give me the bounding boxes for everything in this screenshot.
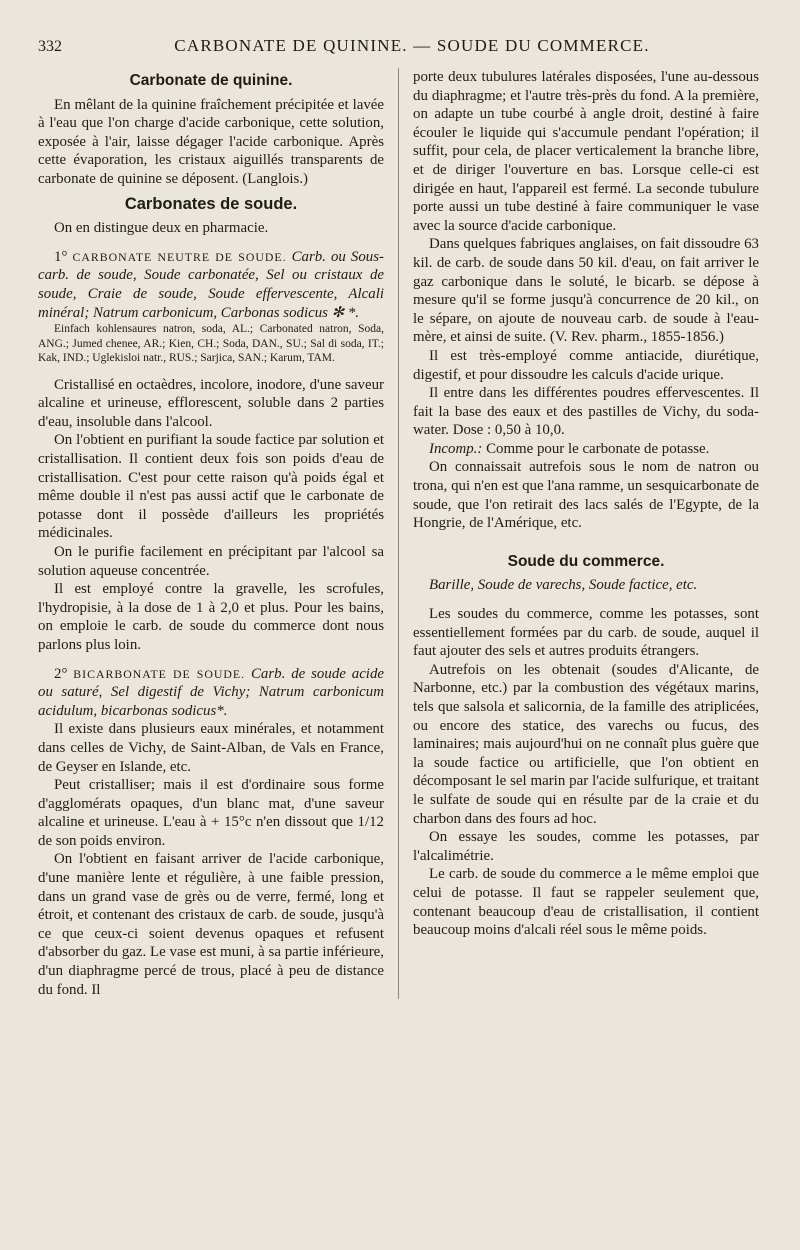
synonyms-line (413, 576, 759, 595)
paragraph: On l'obtient en purifiant la soude factice par solution et cristallisation. Il contient deux fois son poids d'eau de cristallisation. C'est pour cette raison qu'à poids égal et même double il n'est pas aussi actif que le carbonate de potasse dont il possède d'ailleurs les propriétés médicinales. (38, 432, 384, 542)
two-column-body (38, 68, 762, 999)
spacer (38, 366, 384, 376)
page-number: 332 (38, 38, 62, 55)
entry-title: BICARBONATE DE SOUDE. (73, 666, 246, 681)
label-incomp: Incomp.: (429, 440, 483, 457)
foreign-synonyms: Einfach kohlensaures natron, soda, AL.; Carbonated natron, Soda, ANG.; Jumed chenee, AR.; Kien, CH.; Soda, DAN., SU.; Sal di soda, IT.; Kak, IND.; Uglekisloi natr., RUS.; Sarjica, SAN.; Karum, TAM. (38, 323, 384, 365)
paragraph-incompatibles (413, 440, 759, 459)
paragraph: Le carb. de soude du commerce a le même emploi que celui de potasse. Il faut se rappeler seulement que, contenant beaucoup d'eau de cristallisation, il contient beaucoup moins d'alcali réel sous le même poids. (413, 866, 759, 939)
running-title: CARBONATE DE QUININE. — SOUDE DU COMMERCE. (174, 36, 650, 55)
heading-carbonates-soude: Carbonates de soude. (124, 194, 298, 213)
spacer (38, 238, 384, 248)
paragraph: Il entre dans les différentes poudres effervescentes. Il fait la base des eaux et des pastilles de Vichy, du soda-water. Dose : 0,50 à 10,0. (413, 385, 759, 439)
paragraph: On connaissait autrefois sous le nom de natron ou trona, qui n'en est que l'ana ramme, un sesquicarbonate de soude, que l'on retirait des lacs salés de l'Egypte, de la Hongrie, de l'Amérique, etc. (413, 459, 759, 532)
paragraph: Autrefois on les obtenait (soudes d'Alicante, de Narbonne, etc.) par la combustion des végétaux marins, tels que salsola et salicornia, de la famille des atriplicées, ou encore des statice, des varechs ou fucus, des laminaires; mais aujourd'hui on ne connaît plus guère que la soude factice ou artificielle, que l'on obtient en décomposant le sel marin par l'acide sulfurique, et traitant le sulfate de soude qui en résulte par de la craie et du charbon dans des fours ad hoc. (413, 661, 759, 827)
paragraph: porte deux tubulures latérales disposées, l'une au-dessous du diaphragme; et l'autre très-près du fond. A la première, on adapte un tube courbé à angle droit, destiné à faire écouler le liquide qui s'accumule pendant l'opération; il suffit, pour cela, de placer verticalement la branche libre, et de diriger l'ouverture en bas. Lorsque celle-ci est dirigée en haut, l'appareil est fermé. La seconde tubulure porte aussi un tube destiné à faire communiquer le vase avec la source d'acide carbonique. (413, 69, 759, 234)
entry-number: 1° (54, 248, 68, 265)
paragraph: En mêlant de la quinine fraîchement précipitée et lavée à l'eau que l'on charge d'acide carbonique, cette solution, exposée à l'air, laisse dégager l'acide carbonique. Après cette évaporation, les cristaux aiguillés transparents de carbonate de quinine se déposent. (Langlois.) (38, 96, 384, 187)
paragraph: Cristallisé en octaèdres, incolore, inodore, d'une saveur alcaline et urineuse, efflorescent, soluble dans 2 parties d'eau, insoluble dans l'alcool. (38, 376, 384, 430)
paragraph: Il est très-employé comme antiacide, diurétique, digestif, et pour dissoudre les calculs d'acide urique. (413, 347, 759, 383)
spacer (413, 533, 759, 549)
left-column (38, 68, 399, 999)
paragraph: On l'obtient en faisant arriver de l'acide carbonique, d'une manière lente et régulière, à une faible pression, dans un grand vase de grès ou de verre, fermé, long et étroit, et contenant des cristaux de carb. de soude, jusqu'à ce que ceux-ci soient devenus opaques et refusent d'absorber du gaz. Le vase est muni, à sa partie inférieure, d'un diaphragme percé de trous, placé à peu de distance du fond. Il (38, 851, 384, 998)
paragraph: Dans quelques fabriques anglaises, on fait dissoudre 63 kil. de carb. de soude dans 50 kil. d'eau, on fait arriver le gaz carbonique dans le soluté, le bicarb. se dépose à mesure qu'il se forme jusqu'à concurrence de 20 kil., on le sépare, on ajoute de nouveau carb. de soude à l'eau-mère, et ainsi de suite. (V. Rev. pharm., 1855-1856.) (413, 236, 760, 346)
paragraph: Il existe dans plusieurs eaux minérales, et notamment dans celles de Vichy, de Saint-Alban, de Vals en France, de Geyser en Islande, etc. (38, 721, 384, 775)
running-head (38, 36, 762, 56)
paragraph: On le purifie facilement en précipitant par l'alcool sa solution aqueuse concentrée. (38, 543, 384, 579)
entry-carbonate-neutre (38, 248, 384, 322)
entry-synonyms: Carb. ou Sous-carb. de soude, Soude carbonatée, Sel ou cristaux de soude, Craie de soude, Soude effervescente, Alcali minéral; Natrum carbonicum, Carbonas sodicus ✻ *. (38, 248, 384, 321)
right-column (399, 68, 759, 999)
text: Comme pour le carbonate de potasse. (486, 440, 710, 457)
entry-title: CARBONATE NEUTRE DE SOUDE. (72, 249, 287, 264)
spacer (413, 595, 759, 605)
paragraph: Il est employé contre la gravelle, les scrofules, l'hydropisie, à la dose de 1 à 2,0 et plus. Pour les bains, on emploie le carb. de soude du commerce dont nous parlons plus loin. (38, 581, 384, 653)
entry-synonyms: Carb. de soude acide ou saturé, Sel digestif de Vichy; Natrum carbonicum acidulum, bicarbonas sodicus*. (38, 665, 384, 719)
heading-carbonate-quinine: Carbonate de quinine. (129, 72, 293, 89)
paragraph: On essaye les soudes, comme les potasses, par l'alcalimétrie. (413, 829, 759, 864)
entry-number: 2° (54, 665, 68, 682)
synonyms: Barille, Soude de varechs, Soude factice, etc. (429, 577, 698, 594)
heading-soude-commerce: Soude du commerce. (507, 552, 665, 570)
entry-bicarbonate (38, 665, 384, 721)
paragraph: Les soudes du commerce, comme les potasses, sont essentiellement formées par du carb. de soude, auquel il faut ajouter des sels et autres produits étrangers. (413, 606, 759, 660)
spacer (38, 655, 384, 665)
paragraph: Peut cristalliser; mais il est d'ordinaire sous forme d'agglomérats opaques, d'un blanc mat, d'une saveur alcaline et urineuse. L'eau à + 15°c n'en dissout que 1/12 de son poids environ. (38, 777, 384, 849)
paragraph: On en distingue deux en pharmacie. (54, 220, 269, 237)
